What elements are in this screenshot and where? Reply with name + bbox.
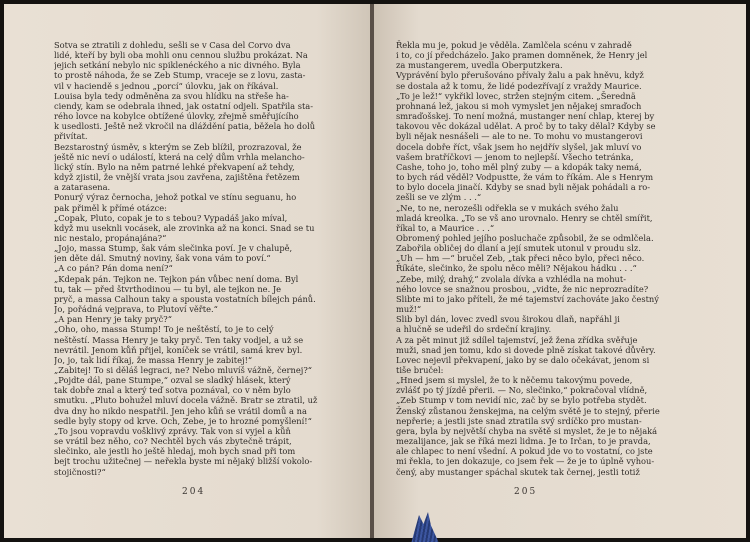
text-line: Slibte mi to jako příteli, že mé tajemství zachováte jako čestný: [396, 293, 659, 304]
text-line: a zatarasena.: [54, 182, 111, 193]
text-line: bejt trochu užitečnej — neřekla byste mi nějaký bližší vokolo-: [54, 456, 313, 467]
text-line: když mu useknli vocásek, ale zrovinka až na konci. Snad se tu: [54, 222, 315, 233]
text-line: Louisa byla tedy odměněna za svou hlídku na střeše ha-: [54, 90, 289, 101]
text-line: zešli se ve zlým . . .“: [396, 192, 482, 203]
text-line: prohnaná lež, jakou si moh vymyslet jen nějakej smraďoch: [396, 100, 642, 111]
text-line: dva dny ho nikdo nespatřil. Jen jeho kůň se vrátil domů a na: [54, 405, 307, 416]
text-line: Slib byl dán, lovec zvedl svou širokou dlaň, napřáhl ji: [396, 314, 620, 325]
text-line: mladá kreolka. „To se vš ano urovnalo. Henry se chtěl smířit,: [396, 212, 653, 223]
text-line: „A pan Henry je taky pryč?“: [54, 314, 172, 325]
text-line: nepřerie; a jestli jste snad ztratila svý srdíčko pro mustan-: [396, 415, 642, 426]
text-line: říkal to, a Maurice . . .“: [396, 222, 495, 233]
text-line: „Jojo, massa Stump, šak vám slečinka poví. Je v chalupě,: [54, 243, 293, 254]
text-line: „Oho, oho, massa Stump! To je neštěstí, to je to celý: [54, 324, 274, 335]
text-line: se vrátil bez něho, co? Nechtěl bych vás zbytečně trápit,: [54, 436, 292, 447]
text-line: Ponurý výraz černocha, jehož potkal ve stínu seguanu, ho: [54, 192, 297, 203]
text-line: nevrátil. Jenom kůň přijel, koníček se vrátil, samá krev byl.: [54, 344, 303, 355]
text-line: pak přiměl k přímé otázce:: [54, 202, 167, 213]
text-line: Cashe, toho jo, toho měl plný zuby — a kdopák taky nemá,: [396, 161, 642, 172]
text-line: pryč, a massa Calhoun taky a spousta vostatních bílejch pánů.: [54, 293, 316, 304]
text-line: ciendy, kam se odebrala ihned, jak ostatní odjeli. Spatřila sta-: [54, 100, 314, 111]
text-line: smutku. „Pluto bohužel mluví docela vážně. Bratr se ztratil, už: [54, 395, 318, 406]
text-line: ale chlapec to není všední. A pokud jde vo to vostatní, co jste: [396, 446, 653, 457]
text-line: Vyprávění bylo přerušováno přívaly žalu a pak hněvu, když: [396, 70, 644, 81]
text-line: Jo, jo, tak lidí říkaj, že massa Henry je zabitej!“: [54, 354, 253, 365]
text-line: „Pojdte dál, pane Stumpe,“ ozval se sladký hlásek, který: [54, 375, 291, 386]
text-line: „Zeb Stump v tom nevidí nic, zač by se bylo potřeba stydět.: [396, 395, 647, 406]
text-line: Říkáte, slečinko, že spolu něco měli? Nějakou hádku . . .“: [396, 263, 637, 274]
right-page-number: 205: [514, 487, 538, 497]
text-line: vašem bratříčkovi — jenom to nejlepší. Všecho tetránka,: [396, 151, 634, 162]
text-line: „A co pán? Pán doma není?“: [54, 263, 173, 274]
text-line: Zabořila obličej do dlaní a její smutek utonul v proudu slz.: [396, 243, 641, 254]
text-line: Lovec nejevil překvapení, jako by se dalo očekávat, jenom si: [396, 354, 650, 365]
right-page-text: [396, 40, 696, 477]
text-line: stojičnosti?“: [54, 466, 106, 477]
text-line: Sotva se ztratili z dohledu, sešli se v Casa del Corvo dva: [54, 40, 291, 50]
right-page: [374, 4, 746, 538]
text-line: mi řekla, to jen dokazuje, co jsem řek — že je to úplně vyhou-: [396, 456, 655, 467]
text-line: ještě nic neví o událostí, která na celý dům vrhla melancho-: [54, 151, 305, 162]
text-line: neštěstí. Massa Henry je taky pryč. Ten taky vodjel, a už se: [54, 334, 304, 345]
left-page: [4, 4, 372, 538]
text-line: „Zebe, milý, drahý,“ zvolala dívka a vzhlédla na mohut-: [396, 273, 627, 284]
text-line: jen děte dál. Smutný noviny, šak vona vám to poví.“: [54, 253, 271, 264]
text-line: to bylo docela jinačí. Kdyby se snad byli nějak pohádali a ro-: [396, 182, 651, 193]
text-line: sedle byly stopy od krve. Och, Zebe, je to hrozné pomyšlení!“: [54, 415, 312, 426]
text-line: to bych rád věděl? Vodpustte, že vám to říkám. Ale s Henrym: [396, 172, 654, 183]
text-line: smraďošskej. To není možná, mustanger není chlap, kterej by: [396, 111, 655, 122]
text-line: se dostala až k tomu, že lidé podezřívají z vraždy Maurice.: [396, 80, 642, 91]
text-line: muž!“: [396, 304, 422, 315]
text-line: rého lovce na kobylce obtížené úlovky, zřejmě směřujícího: [54, 111, 299, 122]
text-line: A za pět minut již sdílel tajemství, jež žena zřídka svěřuje: [396, 334, 638, 345]
text-line: tu, tak — před štvrthodinou — tu byl, ale tejkon ne. Je: [54, 283, 282, 294]
text-line: „To jsou vopravdu vošklivý zprávy. Tak von si vyjel a kůň: [54, 425, 291, 436]
text-line: Řekla mu je, pokud je věděla. Zamlčela scénu v zahradě: [396, 40, 632, 50]
text-line: Bezstarostný úsměv, s kterým se Zeb blížil, prozrazoval, že: [54, 141, 302, 152]
text-line: „Copak, Pluto, copak je to s tebou? Vypadáš jako míval,: [54, 212, 288, 223]
text-line: tiše bručel:: [396, 365, 444, 375]
text-line: když zjistil, že vnější vrata jsou zavřena, zajištěna řetězem: [54, 172, 300, 183]
text-line: „Kdepak pán. Tejkon ne. Tejkon pán vůbec není doma. Byl: [54, 273, 299, 284]
text-line: gera, byla by největší chyba na světě si myslet, že je to nějaká: [396, 425, 658, 436]
text-line: přivítat.: [54, 131, 88, 142]
text-line: „To je lež!“ vykřikl lovec, stržen stejným citem. „Šerednä: [396, 90, 636, 101]
text-line: jejich setkání nebylo nic spiklenéckého a nic divného. Byla: [54, 60, 301, 71]
text-line: lický stín. Bylo na něm patrné lehké překvapení až tehdy,: [54, 161, 295, 172]
text-line: nic nestalo, propánajána?“: [54, 232, 167, 243]
text-line: tak dobře znal a který teď sotva poznával, co v něm bylo: [54, 385, 291, 396]
text-line: docela dobře říct, však jsem ho nejdřív slyšel, jak mluví vo: [396, 141, 642, 152]
text-line: i to, co jí předcházelo. Jako pramen domněnek, že Henry jel: [396, 50, 648, 61]
left-page-text: [54, 40, 336, 477]
text-line: „Ne, to ne, nerozešli odřekla se v mukách svého žalu: [396, 202, 619, 213]
text-line: lidé, kteří by byli oba mohli onu cennou službu prokázat. Na: [54, 50, 308, 61]
text-line: Ženský zůstanou ženskejma, na celým světě je to stejný, přerie: [396, 405, 660, 416]
text-line: slečinko, ale jestli ho ještě hledaj, moh bych snad při tom: [54, 446, 296, 457]
text-line: to prostě náhoda, že se Zeb Stump, vraceje se z lovu, zasta-: [54, 70, 306, 81]
text-line: a hlučně se udeřil do srdeční krajiny.: [396, 324, 552, 335]
text-line: „Zabitej! To si děláš legraci, ne? Nebo mluvíš vážně, černej?“: [54, 365, 313, 375]
text-line: za mustangerem, uvedla Oberputzkera.: [396, 60, 563, 71]
text-line: „Hned jsem si myslel, že to k něčemu takovýmu povede,: [396, 375, 633, 386]
text-line: „Uh — hm —“ bručel Zeb, „tak přeci něco bylo, přeci něco.: [396, 253, 645, 264]
left-page-number: 204: [182, 487, 206, 497]
text-line: takovou věc dokázal udělat. A proč by to taky dělal? Kdyby se: [396, 121, 656, 132]
text-line: čený, aby mustanger spáchal skutek tak černej, jestli totiž: [396, 466, 640, 477]
text-line: muži, snad jen tomu, kdo si dovede plně získat takové důvěry.: [396, 344, 656, 355]
text-line: zvlášť po tý jízdě přerii. — No, slečinko,“ pokračoval vlídně,: [396, 385, 648, 396]
text-line: ného lovce se snažnou prosbou, „vidte, že nic neprozradíte?: [396, 283, 649, 294]
text-line: Jo, pořádná vejprava, to Plutoví věřte.“: [54, 304, 218, 315]
text-line: mezalijance, jak se říká mezi lidma. Je to Irčan, to je pravda,: [396, 436, 651, 447]
text-line: k usedlosti. Ještě než vkročil na dláždění patia, běžela ho dolů: [54, 121, 316, 132]
text-line: vil v haciendě s jednou „porcí“ úlovku, jak on říkával.: [54, 80, 279, 91]
text-line: Obromený pohled jejího posluchače způsobil, že se odmlčela.: [396, 232, 654, 243]
text-line: byli nějak nesnášeli — ale to ne. To mohu vo mustangerovi: [396, 131, 643, 142]
